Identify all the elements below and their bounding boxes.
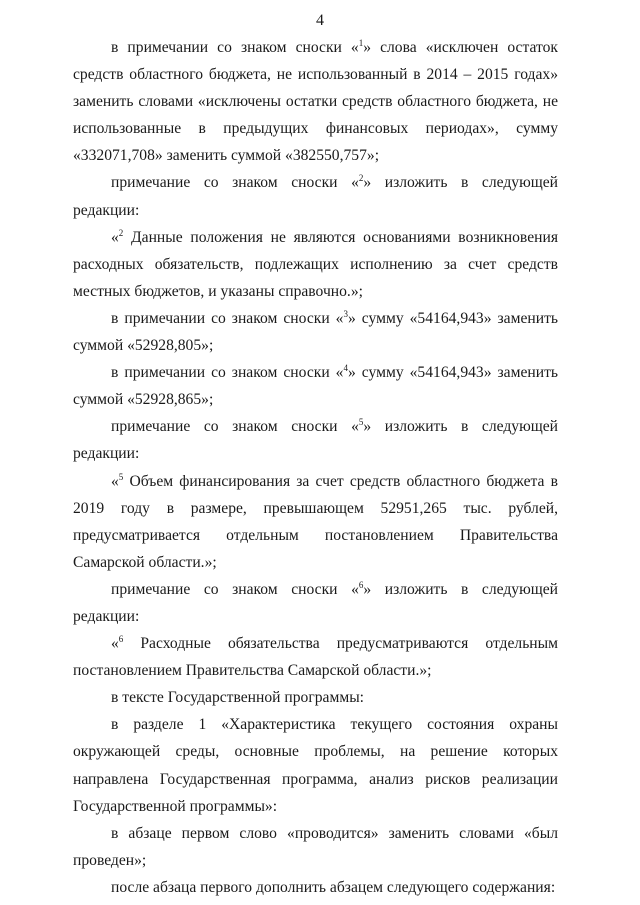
document-body xyxy=(73,34,558,901)
paragraph: примечание со знаком сноски «$^5$» изложить в следующей редакции: xyxy=(73,417,559,463)
footnote-mark: 5 xyxy=(358,417,364,428)
footnote-mark: 1 xyxy=(358,37,364,48)
paragraph: примечание со знаком сноски «$^2$» изложить в следующей редакции: xyxy=(73,173,559,219)
paragraph: в примечании со знаком сноски «$^4$» сумму «54164,943» заменить суммой «52928,865»; xyxy=(73,362,558,409)
footnote-mark: 2 xyxy=(358,173,364,184)
footnote-mark: 6 xyxy=(118,633,124,644)
footnote-mark: 2 xyxy=(118,227,124,238)
paragraph: в разделе 1 «Характеристика текущего состояния охраны окружающей среды, основные проблемы, на решение которых направлена Государственная программа, анализ рисков реализации Государственной программы»: xyxy=(73,716,558,815)
paragraph: «$^5$ Объем финансирования за счет средств областного бюджета в 2019 году в размере, превышающем 52951,265 тыс. рублей, предусматривается отдельным постановлением Правительства Самарской области.»; xyxy=(73,471,558,571)
paragraph: после абзаца первого дополнить абзацем следующего содержания: xyxy=(111,878,556,896)
paragraph: в примечании со знаком сноски «$^1$» слова «исключен остаток средств областного бюджета, не использованный в 2014 – 2015 годах» заменить словами «исключены остатки средств областного бюджета, не использованные в предыдущих финансовых периодах», сумму «332071,708» заменить суммой «382550,757»; xyxy=(73,37,558,165)
paragraph: «$^2$ Данные положения не являются основаниями возникновения расходных обязательств, подлежащих исполнению за счет средств местных бюджетов, и указаны справочно.»; xyxy=(73,227,558,300)
footnote-mark: 3 xyxy=(343,308,348,319)
footnote-mark: 4 xyxy=(343,362,348,373)
paragraph: в абзаце первом слово «проводится» заменить словами «был проведен»; xyxy=(73,824,558,869)
paragraph: в примечании со знаком сноски «$^3$» сумму «54164,943» заменить суммой «52928,805»; xyxy=(73,308,558,355)
footnote-mark: 5 xyxy=(118,471,124,482)
page-number: 4 xyxy=(316,12,324,29)
paragraph: в тексте Государственной программы: xyxy=(111,689,365,707)
paragraph: «$^6$ Расходные обязательства предусматриваются отдельным постановлением Правительства Самарской области.»; xyxy=(73,633,558,680)
paragraph: примечание со знаком сноски «$^6$» изложить в следующей редакции: xyxy=(73,579,559,625)
footnote-mark: 6 xyxy=(358,579,364,590)
